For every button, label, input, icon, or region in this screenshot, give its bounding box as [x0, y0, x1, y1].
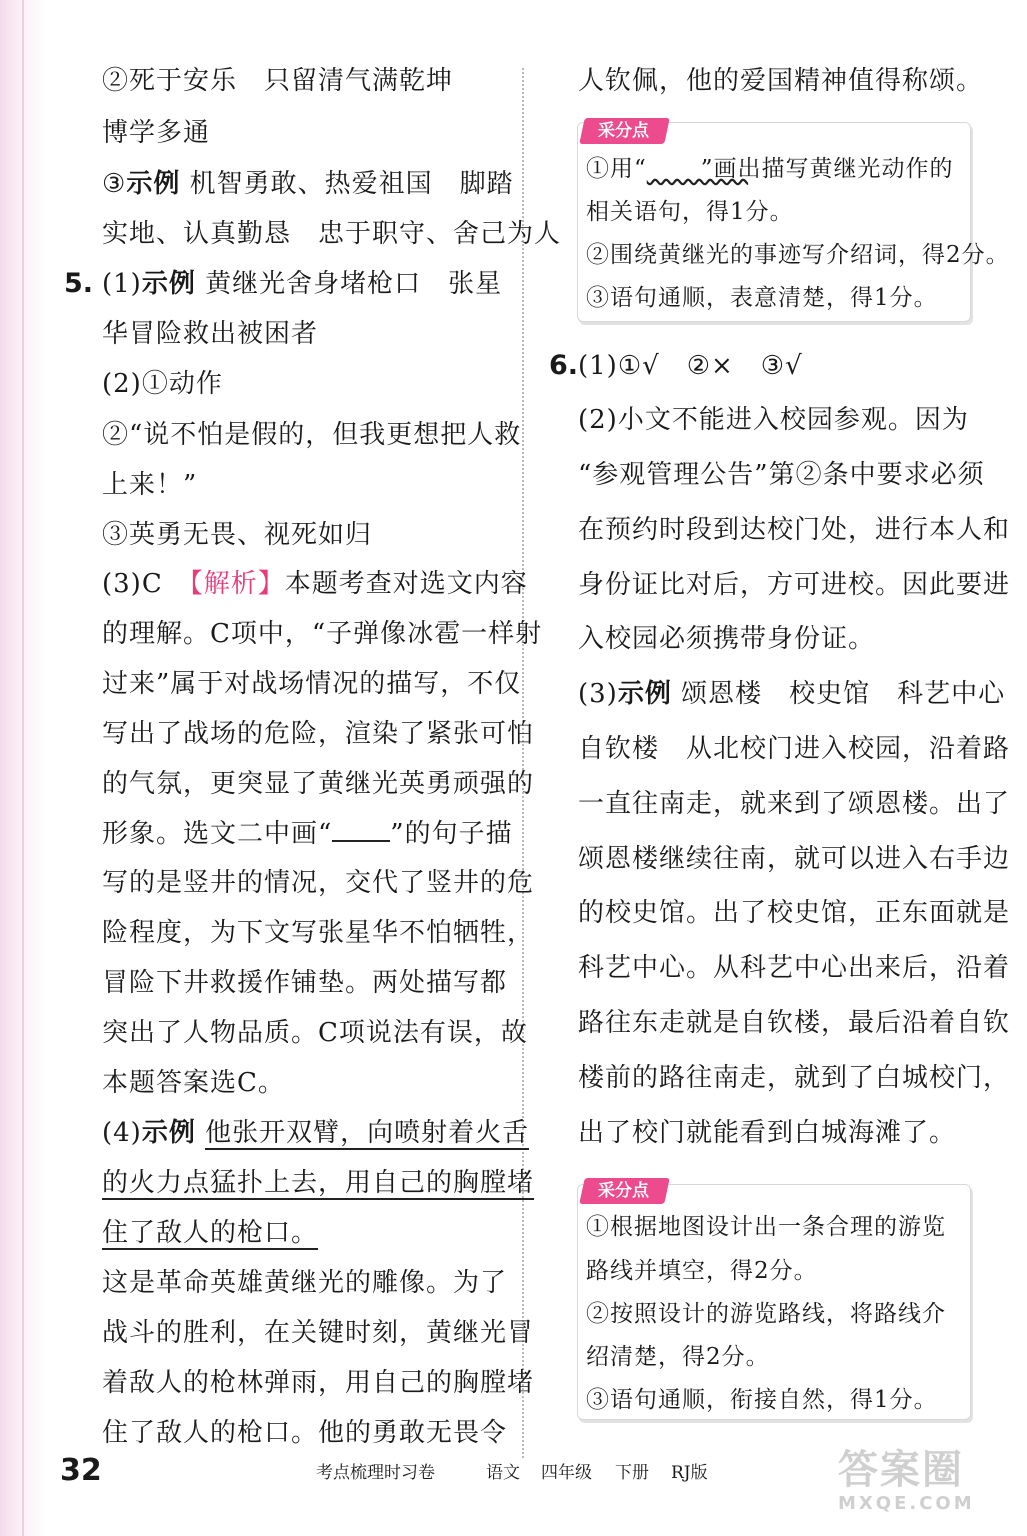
- answer-line: 出了校门就能看到白城海滩了。: [578, 1118, 957, 1148]
- scoring-line: ①根据地图设计出一条合理的游览: [586, 1214, 946, 1240]
- wavy-underline-sample: [647, 154, 701, 184]
- answer-line: 住了敌人的枪口。: [102, 1218, 319, 1248]
- scoring-line: ②围绕黄继光的事迹写介绍词，得2分。: [586, 242, 1010, 268]
- scoring-line: ②按照设计的游览路线，将路线介: [586, 1301, 946, 1327]
- answer-line: 的理解。C项中，“子弹像冰雹一样射: [102, 619, 543, 649]
- answer-line: 形象。选文二中画“ ”的句子描: [102, 819, 513, 849]
- footer-book-title: 考点梳理时习卷: [316, 1463, 435, 1483]
- underline-blank: [332, 818, 390, 842]
- scoring-line: 绍清楚，得2分。: [586, 1344, 770, 1370]
- question-number-6: 6.: [549, 350, 579, 381]
- answer-line: (3)C 【解析】本题考查对选文内容: [102, 569, 528, 599]
- analysis-label: 【解析】: [189, 569, 285, 599]
- answer-line: ②“说不怕是假的，但我更想把人救: [102, 420, 522, 450]
- answer-line: 战斗的胜利，在关键时刻，黄继光冒: [102, 1318, 535, 1348]
- answer-line: 博学多通: [102, 118, 211, 148]
- answer-line: 住了敌人的枪口。他的勇敢无畏令: [102, 1418, 508, 1448]
- watermark-logo: 答案圈 MXQE.COM: [838, 1447, 975, 1514]
- scoring-badge: 采分点: [579, 1178, 670, 1204]
- answer-line: 本题答案选C。: [102, 1068, 285, 1098]
- answer-line: 的校史馆。出了校史馆，正东面就是: [578, 898, 1011, 928]
- answer-line: (2)①动作: [102, 369, 223, 399]
- page-edge-line: [22, 0, 24, 1536]
- answer-line: (1)①√ ②× ③√: [578, 351, 803, 381]
- scoring-line: 路线并填空，得2分。: [586, 1258, 818, 1284]
- answer-line: 楼前的路往南走，就到了白城校门，: [578, 1063, 1011, 1093]
- answer-line: 过来”属于对战场情况的描写，不仅: [102, 669, 522, 699]
- answer-line: ②死于安乐 只留清气满乾坤: [102, 66, 454, 96]
- answer-line: 自钦楼 从北校门进入校园，沿着路: [578, 734, 1011, 764]
- answer-line: 实地、认真勤恳 忠于职守、舍己为人: [102, 219, 562, 249]
- page-number: 32: [60, 1453, 102, 1488]
- answer-line: 人钦佩，他的爱国精神值得称颂。: [578, 66, 984, 96]
- answer-line: 入校园必须携带身份证。: [578, 624, 876, 654]
- scoring-line: ①用“ ”画出描写黄继光动作的: [586, 156, 954, 182]
- scoring-badge: 采分点: [579, 118, 670, 144]
- answer-line: 突出了人物品质。C项说法有误，故: [102, 1018, 528, 1048]
- answer-line: 在预约时段到达校门处，进行本人和: [578, 515, 1011, 545]
- answer-line: 冒险下井救援作铺垫。两处描写都: [102, 968, 508, 998]
- answer-line: (3)示例 颂恩楼 校史馆 科艺中心: [578, 679, 1006, 709]
- column-divider: [522, 68, 524, 1458]
- answer-line: 着敌人的枪林弹雨，用自己的胸膛堵: [102, 1368, 535, 1398]
- answer-line: (1)示例 黄继光舍身堵枪口 张星: [102, 269, 503, 299]
- answer-line: 颂恩楼继续往南，就可以进入右手边: [578, 844, 1011, 874]
- answer-line: “参观管理公告”第②条中要求必须: [578, 460, 985, 490]
- answer-line: 华冒险救出被困者: [102, 319, 319, 349]
- answer-line: 险程度，为下文写张星华不怕牺牲，: [102, 918, 535, 948]
- footer-subject: 语文: [486, 1463, 520, 1483]
- answer-line: 身份证比对后，方可进校。因此要进: [578, 570, 1011, 600]
- footer-volume: 下册: [615, 1463, 649, 1483]
- footer-grade: 四年级: [541, 1463, 592, 1483]
- answer-line: ③英勇无畏、视死如归: [102, 520, 373, 550]
- answer-line: 上来！”: [102, 470, 198, 500]
- scoring-line: 相关语句，得1分。: [586, 199, 794, 225]
- footer-edition: RJ版: [671, 1463, 708, 1483]
- answer-line: 写出了战场的危险，渲染了紧张可怕: [102, 719, 535, 749]
- answer-line: 一直往南走，就来到了颂恩楼。出了: [578, 789, 1011, 819]
- answer-line: 科艺中心。从科艺中心出来后，沿着: [578, 953, 1011, 983]
- answer-line: ③示例 机智勇敢、热爱祖国 脚踏: [102, 169, 514, 199]
- answer-line: 的气氛，更突显了黄继光英勇顽强的: [102, 769, 535, 799]
- scoring-line: ③语句通顺，衔接自然，得1分。: [586, 1387, 938, 1413]
- scoring-line: ③语句通顺，表意清楚，得1分。: [586, 285, 938, 311]
- answer-line: 路往东走就是自钦楼，最后沿着自钦: [578, 1008, 1011, 1038]
- answer-line: 这是革命英雄黄继光的雕像。为了: [102, 1268, 508, 1298]
- answer-line: 写的是竖井的情况，交代了竖井的危: [102, 868, 535, 898]
- answer-line: 的火力点猛扑上去，用自己的胸膛堵: [102, 1168, 535, 1198]
- answer-line: (4)示例 他张开双臂，向喷射着火舌: [102, 1118, 530, 1148]
- answer-line: (2)小文不能进入校园参观。因为: [578, 405, 969, 435]
- question-number-5: 5.: [64, 268, 94, 299]
